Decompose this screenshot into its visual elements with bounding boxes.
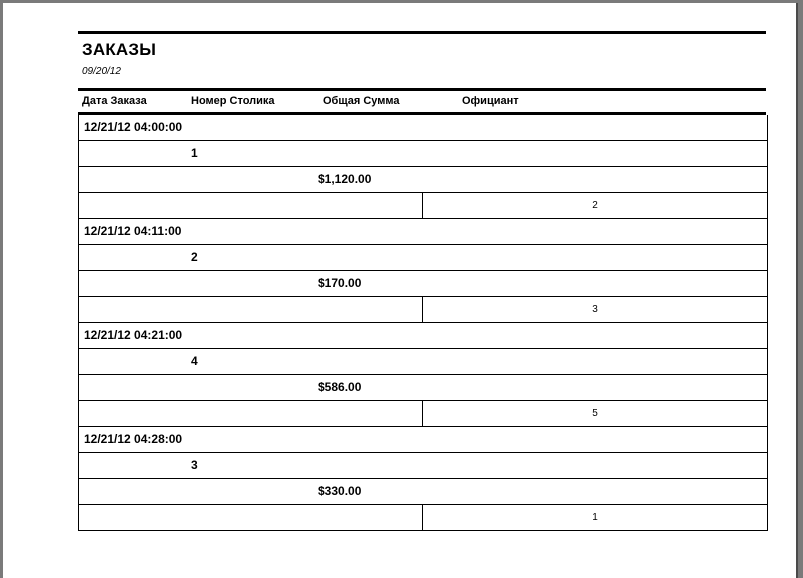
order-table-row bbox=[79, 453, 767, 479]
order-date: 12/21/12 04:11:00 bbox=[84, 224, 182, 238]
order-date-row bbox=[79, 115, 767, 141]
order-table-number: 2 bbox=[191, 250, 198, 264]
order-date: 12/21/12 04:00:00 bbox=[84, 120, 183, 134]
column-header-date: Дата Заказа bbox=[82, 95, 147, 107]
order-waiter-row bbox=[79, 505, 767, 531]
order-waiter-row bbox=[79, 401, 767, 427]
order-table-number: 1 bbox=[191, 146, 198, 160]
order-sum-row bbox=[79, 479, 767, 505]
order-table-row bbox=[79, 349, 767, 375]
order-date: 12/21/12 04:28:00 bbox=[84, 432, 183, 446]
orders-table bbox=[78, 115, 768, 531]
report-page bbox=[3, 3, 796, 578]
order-waiter: 5 bbox=[592, 408, 598, 419]
order-total-sum: $330.00 bbox=[318, 484, 362, 498]
order-waiter: 3 bbox=[592, 304, 598, 315]
order-table-number: 4 bbox=[191, 354, 198, 368]
report-date: 09/20/12 bbox=[82, 66, 121, 77]
order-waiter: 1 bbox=[592, 512, 598, 523]
order-date: 12/21/12 04:21:00 bbox=[84, 328, 183, 342]
header-rule bbox=[78, 88, 766, 91]
order-table-row bbox=[79, 141, 767, 167]
order-date-row bbox=[79, 219, 767, 245]
column-header-table: Номер Столика bbox=[191, 95, 275, 107]
order-waiter-row bbox=[79, 193, 767, 219]
order-table-row bbox=[79, 245, 767, 271]
top-rule bbox=[78, 31, 766, 34]
order-waiter: 2 bbox=[592, 200, 598, 211]
order-total-sum: $170.00 bbox=[318, 276, 362, 290]
order-date-row bbox=[79, 323, 767, 349]
column-header-sum: Общая Сумма bbox=[323, 95, 400, 107]
order-total-sum: $586.00 bbox=[318, 380, 362, 394]
order-sum-row bbox=[79, 167, 767, 193]
report-title: ЗАКАЗЫ bbox=[82, 40, 157, 59]
order-date-row bbox=[79, 427, 767, 453]
order-total-sum: $1,120.00 bbox=[318, 172, 372, 186]
order-sum-row bbox=[79, 271, 767, 297]
order-waiter-row bbox=[79, 297, 767, 323]
order-table-number: 3 bbox=[191, 458, 198, 472]
column-header-waiter: Официант bbox=[462, 95, 519, 107]
order-sum-row bbox=[79, 375, 767, 401]
